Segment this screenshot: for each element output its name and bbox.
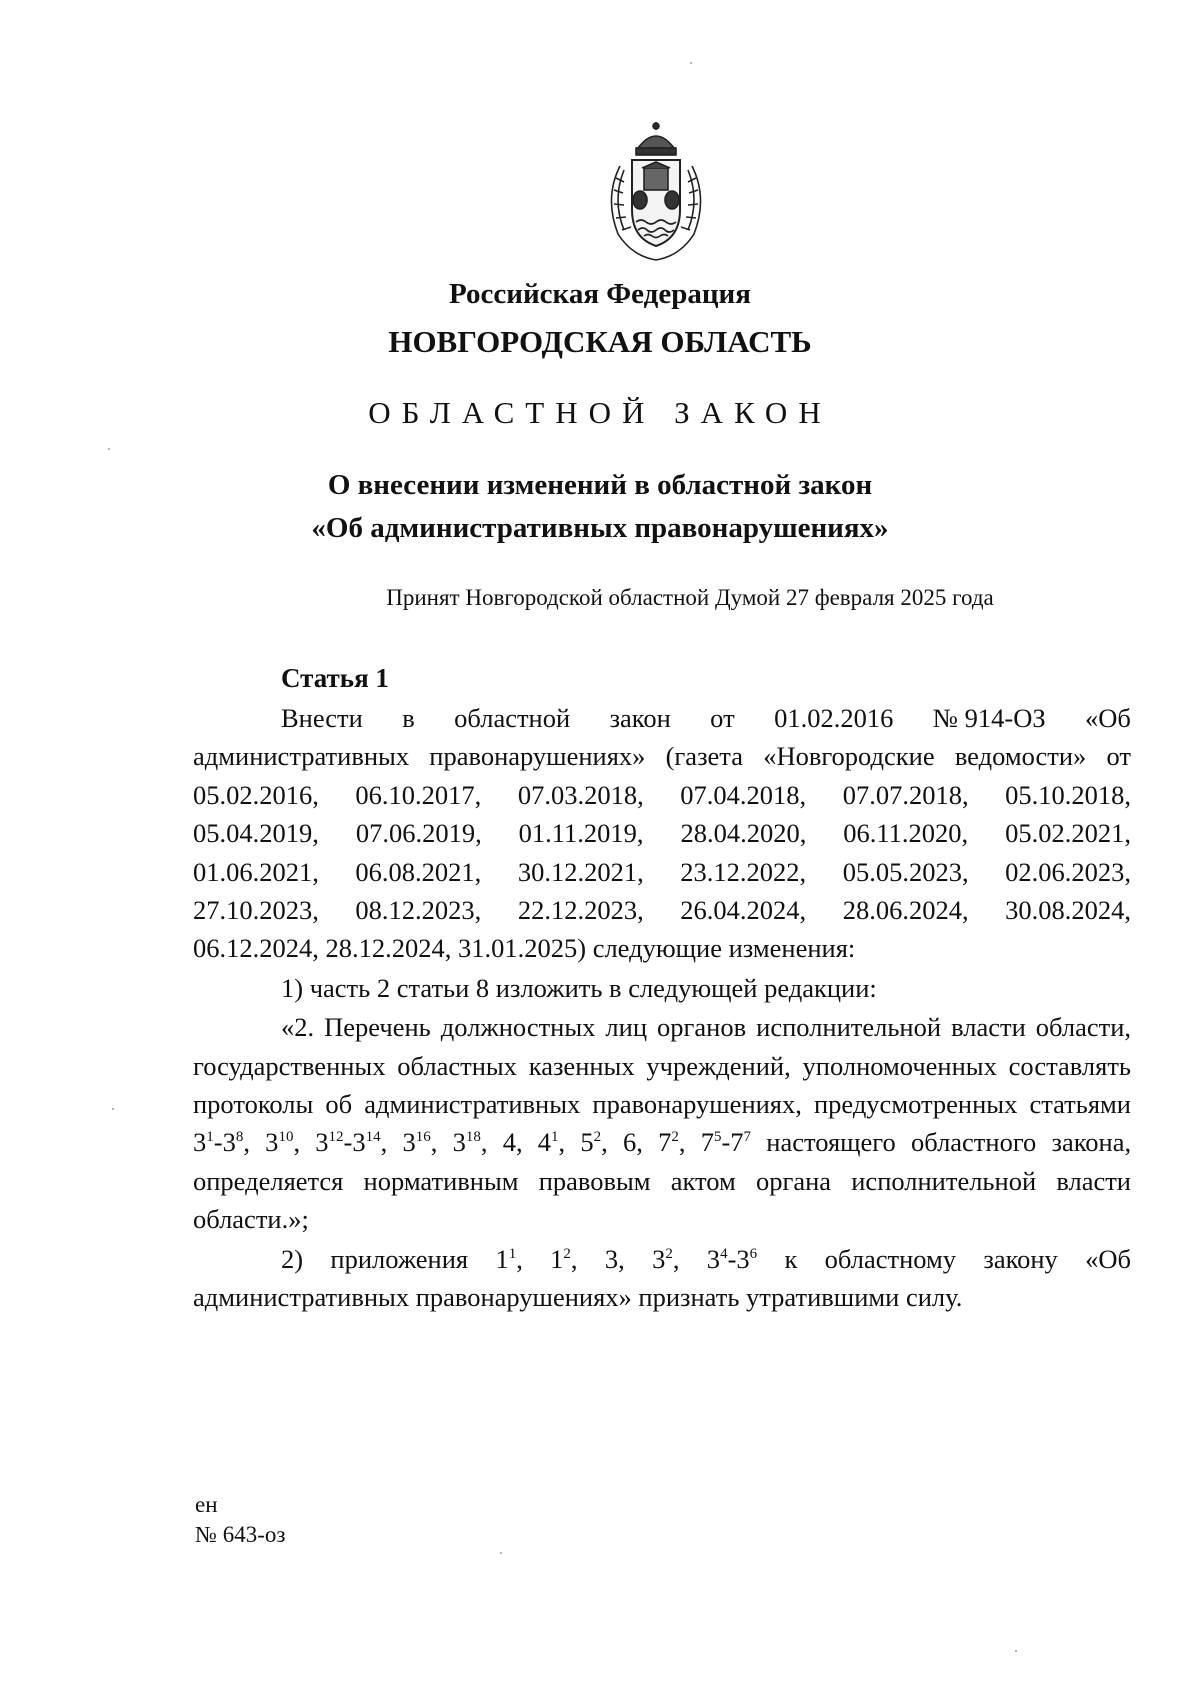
date-row	[193, 814, 1131, 852]
date-item: 05.10.2018,	[1005, 779, 1131, 810]
scan-speck	[690, 62, 692, 64]
date-item: 08.12.2023,	[355, 895, 482, 926]
date-item: 30.12.2021,	[517, 856, 644, 887]
superscript: 6	[749, 1245, 758, 1262]
superscript: 8	[235, 1129, 244, 1146]
date-item: 05.04.2019,	[193, 818, 319, 849]
superscript: 7	[743, 1129, 752, 1146]
ref-text: -7	[721, 1127, 744, 1158]
superscript: 1	[206, 1129, 214, 1146]
superscript: 2	[665, 1245, 673, 1262]
ref-text: , 3	[430, 1127, 466, 1158]
date-item: 23.12.2022,	[680, 856, 807, 887]
law-type: ОБЛАСТНОЙ ЗАКОН	[368, 395, 832, 430]
superscript: 4	[720, 1245, 728, 1262]
scan-speck	[108, 448, 110, 450]
ref-text: , 7	[678, 1127, 714, 1158]
date-item: 07.04.2018,	[680, 779, 807, 810]
date-item: 07.07.2018,	[842, 779, 969, 810]
intro-word: в	[402, 703, 415, 733]
superscript: 16	[415, 1129, 431, 1146]
ref-text: , 6, 7	[601, 1127, 672, 1158]
law-number: № 643-оз	[195, 1522, 286, 1547]
date-item: 30.08.2024,	[1005, 895, 1131, 926]
item-2	[193, 1240, 1131, 1317]
intro-line-2: административных правонарушениях» (газета «Новгородские ведомости» от	[193, 741, 1131, 772]
date-row	[193, 853, 1131, 891]
federation-name: Российская Федерация	[449, 278, 751, 310]
intro-word: 01.02.2016	[774, 703, 894, 733]
item-2-text: , 1	[516, 1243, 564, 1274]
date-item: 06.08.2021,	[355, 856, 482, 887]
superscript: 10	[278, 1129, 294, 1146]
item-2-text: к областному закону «Об административных правонарушениях» признать утратившими силу.	[193, 1243, 1132, 1313]
date-item: 22.12.2023,	[517, 895, 644, 926]
ref-text: , 3	[243, 1127, 279, 1158]
intro-word: от	[710, 703, 735, 733]
date-item: 06.11.2020,	[843, 818, 969, 849]
intro-last-line: 06.12.2024, 28.12.2024, 31.01.2025) следующие изменения:	[193, 933, 856, 964]
ref-text: , 3	[380, 1127, 416, 1158]
law-title-line-1: О внесении изменений в областной закон	[327, 469, 873, 501]
scan-speck	[1015, 1650, 1017, 1652]
date-item: 02.06.2023,	[1005, 856, 1131, 887]
intro-word: № 914-ОЗ	[932, 703, 1046, 733]
ref-text: -3	[343, 1127, 366, 1158]
date-row	[193, 891, 1131, 929]
superscript: 2	[671, 1129, 679, 1146]
superscript: 1	[508, 1245, 517, 1262]
superscript: 12	[328, 1129, 344, 1146]
quoted-part-2	[193, 1008, 1131, 1238]
gazette-dates	[193, 776, 1131, 930]
date-item: 05.05.2023,	[842, 856, 969, 887]
date-item: 05.02.2016,	[193, 779, 319, 810]
intro-word: закон	[609, 703, 671, 733]
date-item: 06.10.2017,	[355, 779, 482, 810]
article-heading: Статья 1	[281, 663, 389, 693]
date-item: 05.02.2021,	[1005, 818, 1131, 849]
date-item: 07.06.2019,	[355, 818, 482, 849]
date-item: 26.04.2024,	[680, 895, 807, 926]
intro-word: Внести	[281, 703, 363, 733]
superscript: 5	[713, 1129, 722, 1146]
item-2-text: -3	[727, 1243, 750, 1274]
superscript: 1	[551, 1129, 559, 1146]
superscript: 18	[465, 1129, 481, 1146]
law-title-line-2: «Об административных правонарушениях»	[311, 512, 889, 544]
superscript: 2	[563, 1245, 571, 1262]
date-row	[193, 776, 1131, 814]
superscript: 2	[593, 1129, 602, 1146]
item-2-text: , 3, 3	[570, 1243, 666, 1274]
intro-word: «Об	[1085, 703, 1131, 733]
ref-text: , 5	[558, 1127, 594, 1158]
document-footer	[195, 1490, 285, 1550]
date-item: 28.04.2020,	[680, 818, 807, 849]
intro-word: областной	[454, 703, 571, 733]
coat-of-arms-emblem	[598, 118, 714, 266]
region-name: НОВГОРОДСКАЯ ОБЛАСТЬ	[388, 324, 812, 359]
intro-line-1	[193, 699, 1131, 737]
quote-text-a: «2. Перечень должностных лиц органов исполнительной власти области, государственных областных казенных учреждений, уполномоченных составлять протоколы об административных правонарушениях, предусмотренных статьями 3	[193, 1012, 1131, 1158]
quote-text-b: настоящего областного закона, определяется нормативным правовым актом органа исполнительной власти области.»;	[193, 1127, 1132, 1235]
ref-text: -3	[213, 1127, 236, 1158]
scan-speck	[112, 1108, 114, 1110]
adoption-note: Принят Новгородской областной Думой 27 февраля 2025 года	[386, 585, 994, 610]
ref-text: , 3	[293, 1127, 329, 1158]
item-1-label: 1) часть 2 статьи 8 изложить в следующей редакции:	[281, 972, 877, 1003]
date-item: 01.06.2021,	[193, 856, 319, 887]
article-body	[193, 699, 1131, 1317]
scan-speck	[500, 1552, 502, 1554]
date-item: 07.03.2018,	[517, 779, 644, 810]
date-item: 28.06.2024,	[842, 895, 969, 926]
date-item: 27.10.2023,	[193, 895, 319, 926]
date-item: 01.11.2019,	[518, 818, 644, 849]
footer-initials: ен	[195, 1492, 218, 1517]
ref-text: , 4, 4	[480, 1127, 552, 1158]
item-2-text: 2) приложения 1	[281, 1243, 509, 1274]
item-2-text: , 3	[672, 1243, 721, 1274]
superscript: 14	[365, 1129, 381, 1146]
